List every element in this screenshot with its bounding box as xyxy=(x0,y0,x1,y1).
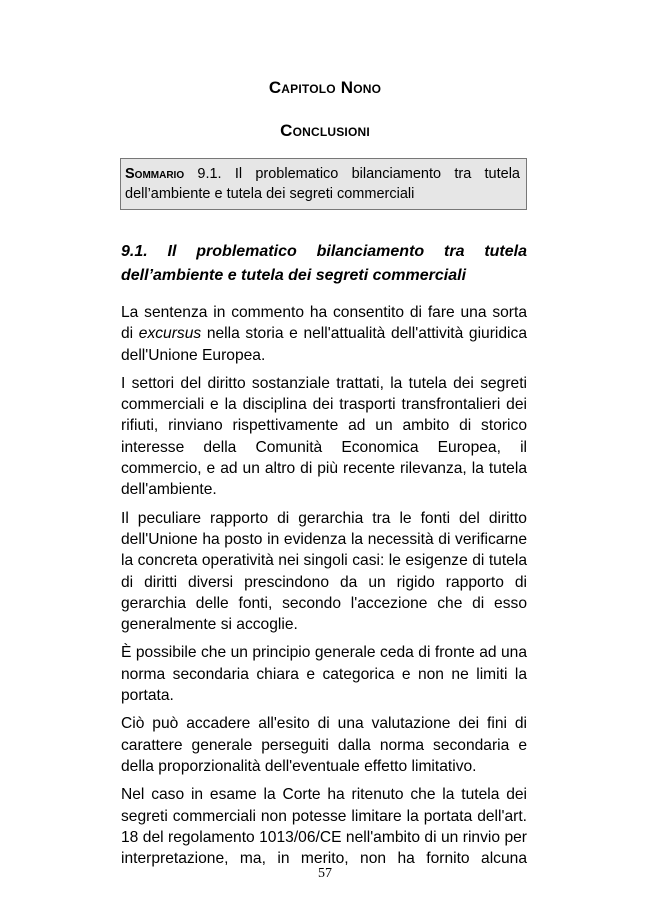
paragraph-1-text-b: nella storia e nell'attualità dell'attività giuridica dell'Unione Europea. xyxy=(121,325,527,364)
summary-box xyxy=(120,158,527,210)
paragraph-2: I settori del diritto sostanziale trattati, la tutela dei segreti commerciali e la disciplina dei trasporti transfrontalieri dei rifiuti, rinviano rispettivamente ad un ambito di storico interesse della Comunità Economica Europea, il commercio, e ad un altro di più recente rilevanza, la tutela dell'ambiente. xyxy=(121,374,527,499)
chapter-subtitle: Conclusioni xyxy=(280,121,370,140)
paragraph-3: Il peculiare rapporto di gerarchia tra le fonti del diritto dell'Unione ha posto in evidenza la necessità di verificarne la concreta operatività nei singoli casi: le esigenze di tutela di diritti diversi prescindono da un rigido rapporto di gerarchia delle fonti, secondo l'accezione che di esso generalmente si accoglie. xyxy=(121,509,527,634)
summary-text: 9.1. Il problematico bilanciamento tra tutela dell’ambiente e tutela dei segreti commerciali xyxy=(125,166,520,202)
body-text xyxy=(121,302,527,869)
paragraph-5: Ciò può accadere all'esito di una valutazione dei fini di carattere generale perseguiti dalla norma secondaria e della proporzionalità dell'eventuale effetto limitativo. xyxy=(121,715,527,775)
chapter-title: Capitolo Nono xyxy=(268,78,382,97)
paragraph-1-text-a: La sentenza in commento ha consentito di fare una sorta di xyxy=(121,304,527,343)
paragraph-4: È possibile che un principio generale ceda di fronte ad una norma secondaria chiara e categorica e non ne limiti la portata. xyxy=(121,644,527,705)
paragraph-1-italic: excursus xyxy=(138,325,202,343)
section-heading-line2: dell’ambiente e tutela dei segreti commerciali xyxy=(121,267,467,284)
paragraph-1 xyxy=(121,302,527,366)
paragraph-6: Nel caso in esame la Corte ha ritenuto che la tutela dei segreti commerciali non potesse limitare la portata dell'art. 18 del regolamento 1013/06/CE nell'ambito di un rinvio per interpretazione, ma, in merito, non ha fornito alcuna xyxy=(121,786,527,868)
page-number: 57 xyxy=(318,866,332,881)
section-heading xyxy=(121,240,527,288)
summary-label: Sommario xyxy=(125,166,185,182)
section-heading-line1: 9.1. Il problematico bilanciamento tra tutela xyxy=(121,243,527,260)
